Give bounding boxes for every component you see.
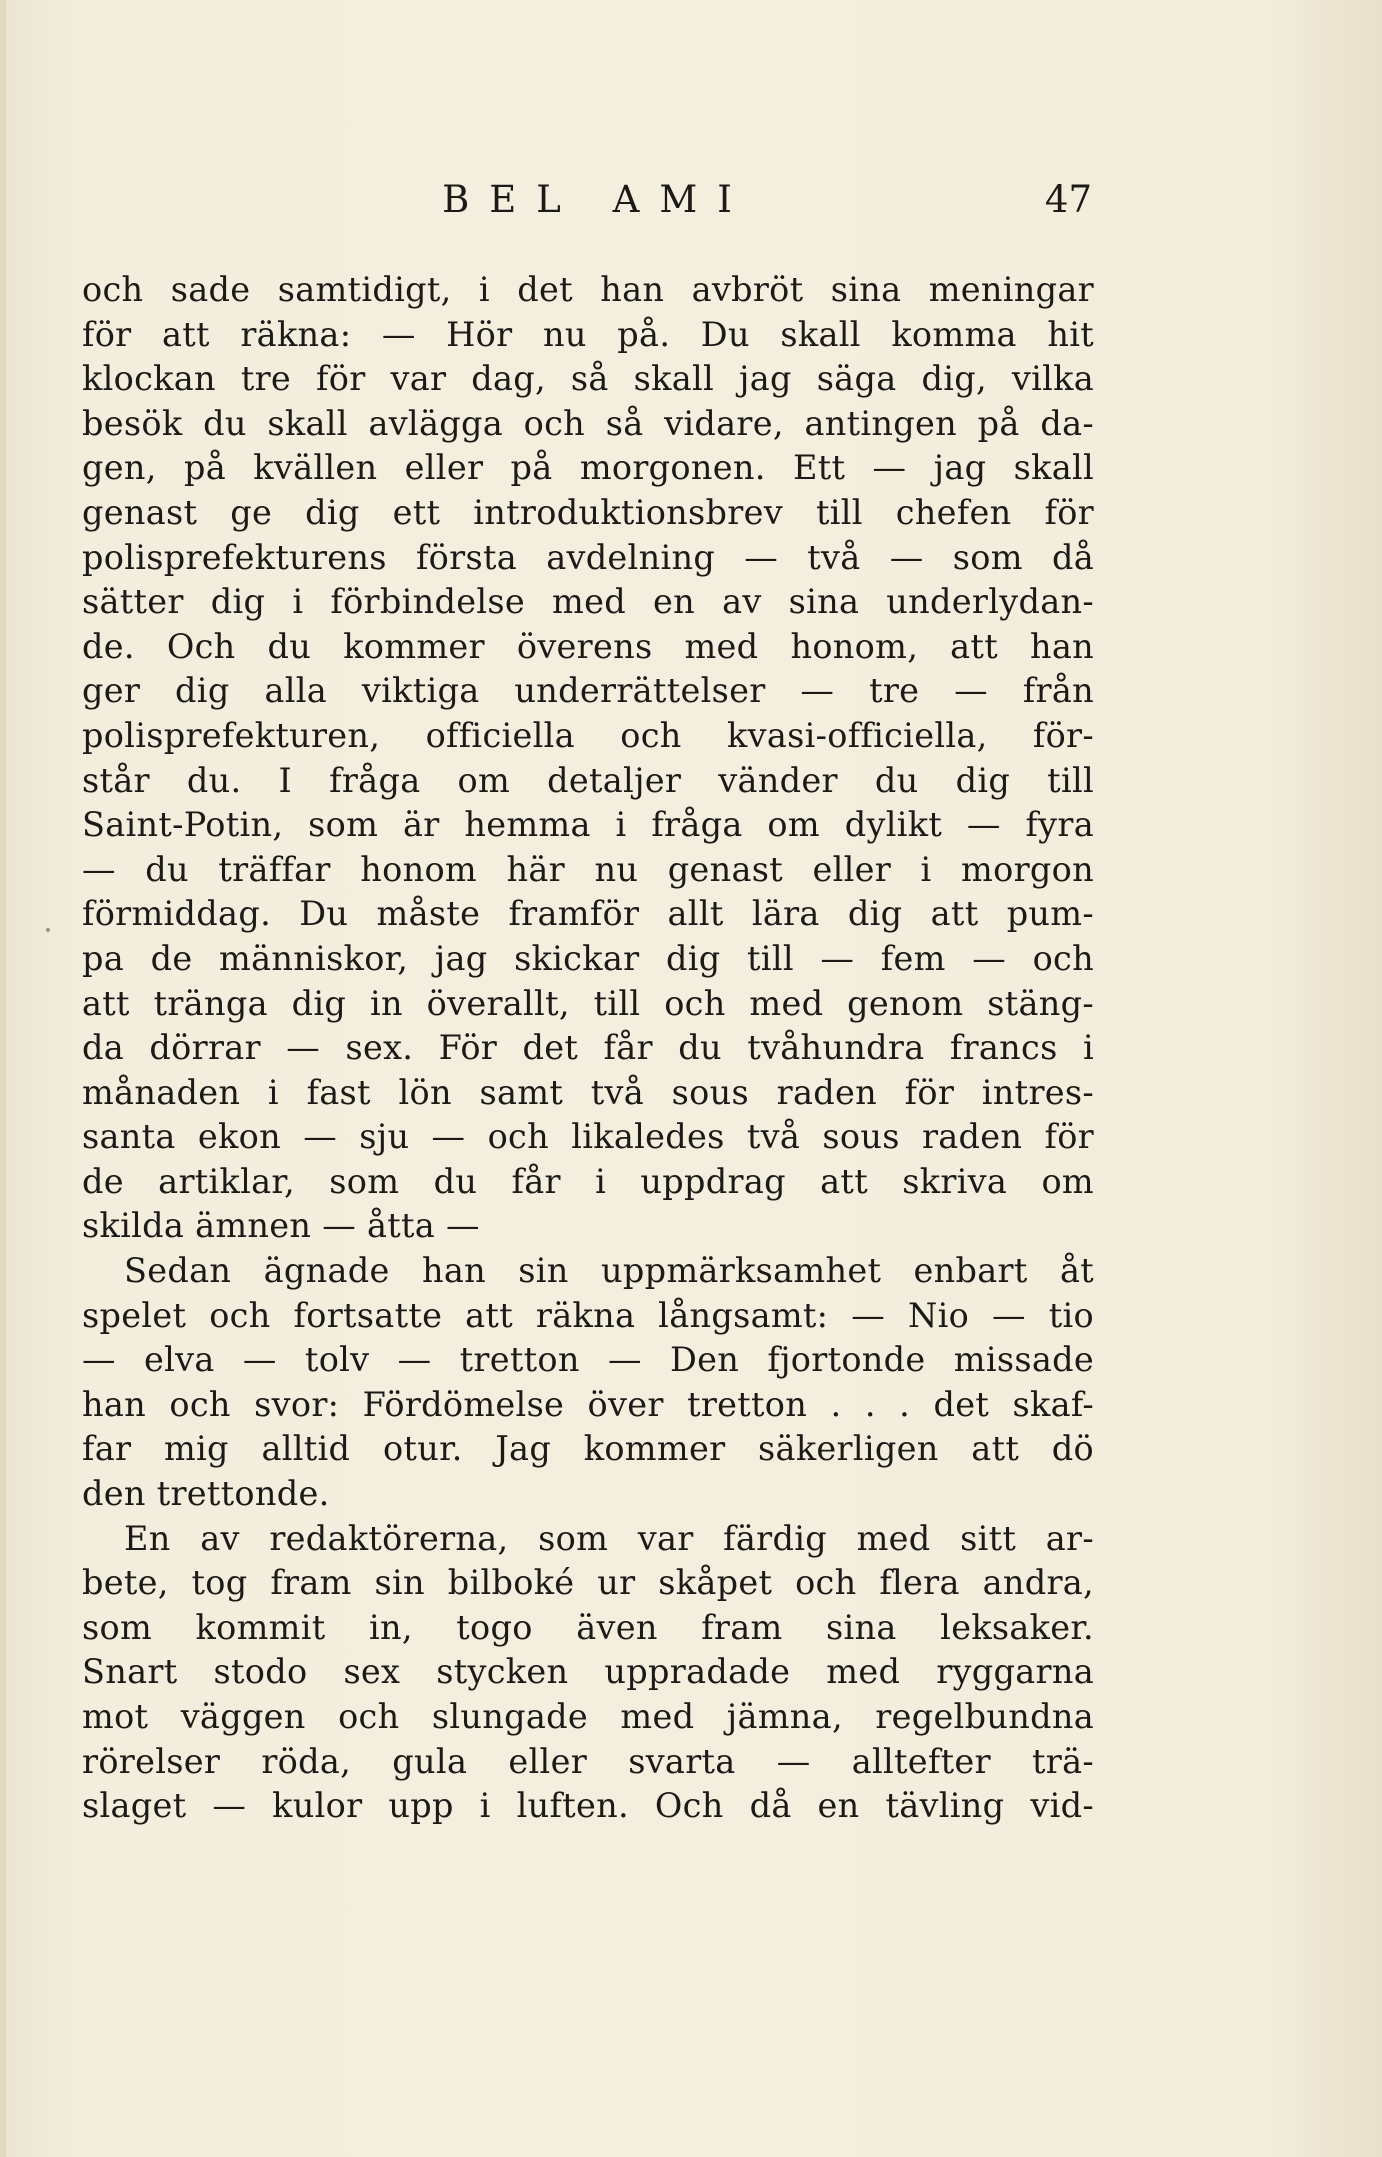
running-head	[82, 178, 1092, 228]
text-line: mot väggen och slungade med jämna, regelbundna	[82, 1697, 1094, 1736]
text-line: far mig alltid otur. Jag kommer säkerligen att dö	[82, 1429, 1094, 1469]
text-line: Saint-Potin, som är hemma i fråga om dylikt — fyra	[82, 805, 1094, 845]
text-line: sätter dig i förbindelse med en av sina underlydan-	[82, 582, 1094, 622]
text-line: gen, på kvällen eller på morgonen. Ett — jag skall	[82, 448, 1094, 488]
text-line: spelet och fortsatte att räkna långsamt: — Nio — tio	[82, 1295, 1094, 1335]
text-line: skilda ämnen — åtta —	[82, 1206, 480, 1246]
text-line: de. Och du kommer överens med honom, att han	[82, 626, 1094, 666]
text-line: slaget — kulor upp i luften. Och då en tävling vid-	[82, 1786, 1094, 1826]
text-line: och sade samtidigt, i det han avbröt sina meningar	[82, 270, 1094, 309]
text-line: da dörrar — sex. För det får du tvåhundra francs i	[82, 1028, 1094, 1068]
text-line: polisprefekturens första avdelning — två — som då	[82, 537, 1094, 577]
text-line: månaden i fast lön samt två sous raden för intres-	[82, 1072, 1094, 1112]
page-binding-edge	[0, 0, 6, 2157]
text-line: klockan tre för var dag, så skall jag säga dig, vilka	[82, 359, 1094, 399]
page-number: 47	[1044, 178, 1092, 221]
text-line: bete, tog fram sin bilboké ur skåpet och flera andra,	[82, 1563, 1094, 1603]
text-line: förmiddag. Du måste framför allt lära dig att pum-	[82, 894, 1094, 934]
text-line: Snart stodo sex stycken uppradade med ryggarna	[82, 1652, 1094, 1692]
text-line: ger dig alla viktiga underrättelser — tre — från	[82, 671, 1094, 711]
text-line: santa ekon — sju — och likaledes två sous raden för	[82, 1117, 1094, 1157]
text-line: besök du skall avlägga och så vidare, antingen på da-	[82, 403, 1094, 443]
paragraph-first-line: Sedan ägnade han sin uppmärksamhet enbart åt	[124, 1251, 1094, 1291]
running-title: BEL AMI	[442, 178, 752, 221]
text-line: står du. I fråga om detaljer vänder du dig till	[82, 760, 1094, 800]
text-line: att tränga dig in överallt, till och med genom stäng-	[82, 983, 1094, 1023]
text-line: för att räkna: — Hör nu på. Du skall komma hit	[82, 314, 1094, 354]
text-line: rörelser röda, gula eller svarta — alltefter trä-	[82, 1741, 1094, 1781]
text-line: de artiklar, som du får i uppdrag att skriva om	[82, 1161, 1094, 1201]
body-text	[82, 268, 1094, 1829]
text-line: — du träffar honom här nu genast eller i morgon	[82, 849, 1094, 889]
paragraph-first-line: En av redaktörerna, som var färdig med sitt ar-	[124, 1518, 1094, 1558]
text-line: som kommit in, togo även fram sina leksaker.	[82, 1607, 1094, 1647]
text-line: pa de människor, jag skickar dig till — fem — och	[82, 938, 1094, 978]
text-line: polisprefekturen, officiella och kvasi-officiella, för-	[82, 715, 1094, 755]
margin-speck	[46, 928, 50, 932]
text-line: — elva — tolv — tretton — Den fjortonde missade	[82, 1340, 1094, 1380]
text-line: genast ge dig ett introduktionsbrev till chefen för	[82, 492, 1094, 532]
text-line: han och svor: Fördömelse över tretton . . . det skaf-	[82, 1384, 1094, 1424]
text-line: den trettonde.	[82, 1474, 330, 1514]
